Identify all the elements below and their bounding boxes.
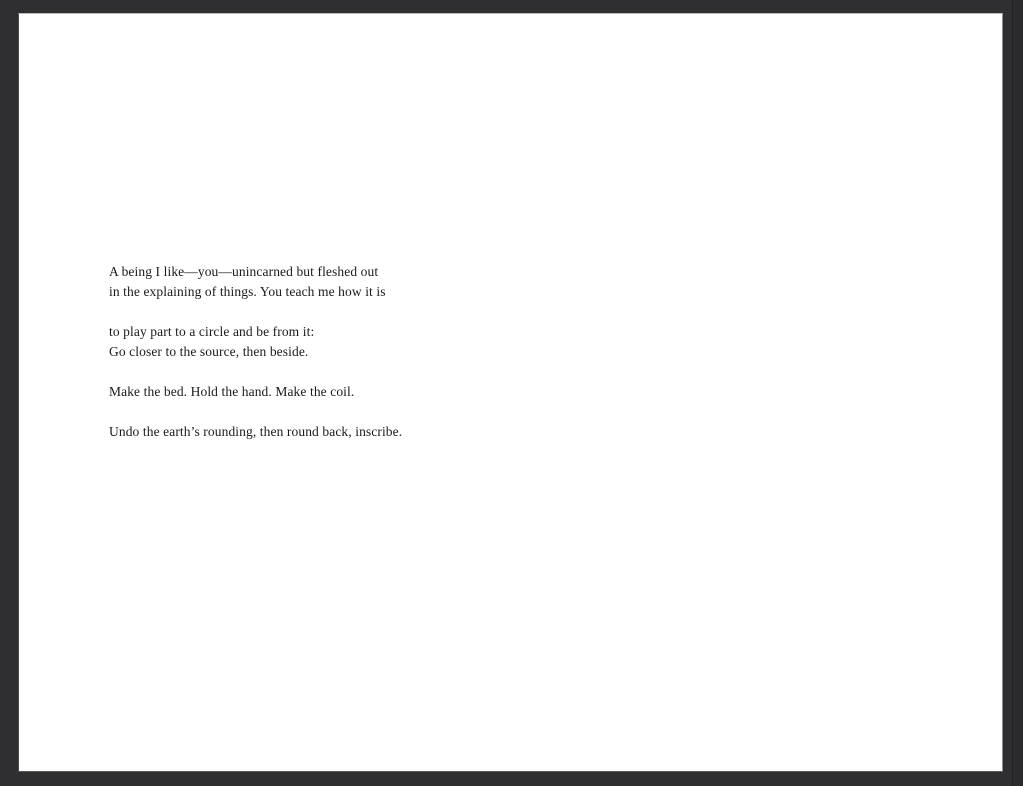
poem-text [109, 262, 529, 442]
poem-stanza [109, 262, 529, 302]
poem-line: Undo the earth’s rounding, then round back, inscribe. [109, 424, 403, 439]
poem-stanza [109, 382, 529, 402]
poem-line: Go closer to the source, then beside. [109, 344, 309, 359]
document-page [18, 13, 1003, 772]
poem-line: A being I like—you—unincarned but fleshed out [109, 264, 379, 279]
poem-line: to play part to a circle and be from it: [109, 324, 315, 339]
poem-stanza [109, 322, 529, 362]
poem-line: in the explaining of things. You teach me how it is [109, 284, 386, 299]
poem-stanza [109, 422, 529, 442]
poem-line: Make the bed. Hold the hand. Make the coil. [109, 384, 355, 399]
scrollbar-track[interactable] [1012, 0, 1023, 786]
